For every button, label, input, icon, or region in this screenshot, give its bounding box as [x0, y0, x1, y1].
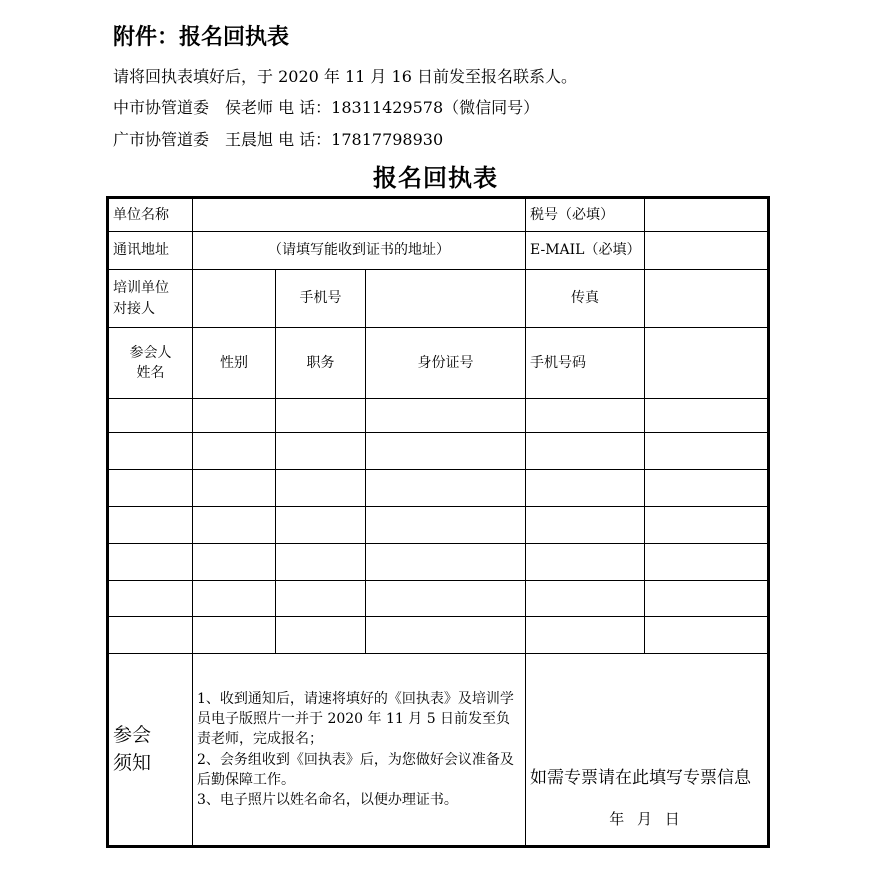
- attendee-name-cell[interactable]: [108, 433, 193, 470]
- attendee-row: [108, 399, 769, 433]
- mobile-field[interactable]: [366, 270, 526, 328]
- invoice-instruction: 如需专票请在此填写专票信息: [530, 767, 751, 788]
- date-line: 年 月 日: [609, 810, 684, 829]
- attendee-header-blank: [645, 328, 769, 399]
- attendee-gender-cell[interactable]: [193, 581, 276, 617]
- notice-heading-line-2: 须知: [113, 751, 152, 774]
- row-contact: [108, 270, 769, 328]
- attendee-name-cell[interactable]: [108, 617, 193, 654]
- contact-name-field[interactable]: [193, 270, 276, 328]
- attendee-name-cell[interactable]: [108, 399, 193, 433]
- attendee-id-cell[interactable]: [366, 544, 526, 581]
- attendee-gender-cell[interactable]: [193, 433, 276, 470]
- intro-deadline-line: 请将回执表填好后，于 2020 年 11 月 16 日前发至报名联系人。: [113, 67, 577, 86]
- attendee-id-cell[interactable]: [366, 581, 526, 617]
- page-heading: 附件：报名回执表: [113, 25, 290, 50]
- invoice-info-field[interactable]: [526, 654, 769, 847]
- position-label: 职务: [276, 328, 366, 399]
- mobile-label: 手机号: [276, 270, 366, 328]
- address-hint: （请填写能收到证书的地址）: [268, 242, 450, 259]
- attendee-mobile-cell[interactable]: [526, 399, 645, 433]
- row-unit-name: [108, 198, 769, 232]
- attendee-label-line-2: 姓名: [136, 365, 165, 381]
- attendee-gender-cell[interactable]: [193, 544, 276, 581]
- attendee-gender-cell[interactable]: [193, 470, 276, 507]
- address-field[interactable]: [193, 232, 526, 270]
- attendee-name-cell[interactable]: [108, 581, 193, 617]
- attendee-position-cell[interactable]: [276, 507, 366, 544]
- tax-id-label: 税号（必填）: [526, 198, 645, 232]
- contact-label: [108, 270, 193, 328]
- attendee-row: [108, 470, 769, 507]
- attendee-mobile-cell[interactable]: [526, 433, 645, 470]
- gender-label: 性别: [193, 328, 276, 399]
- attendee-mobile-cell[interactable]: [526, 507, 645, 544]
- attendee-extra-cell[interactable]: [645, 470, 769, 507]
- attendee-row: [108, 544, 769, 581]
- unit-name-field[interactable]: [193, 198, 526, 232]
- notice-item-2: 2、会务组收到《回执表》后，为您做好会议准备及后勤保障工作。: [197, 751, 514, 788]
- attendee-row: [108, 581, 769, 617]
- registration-form-table: [106, 196, 770, 848]
- attendee-row: [108, 507, 769, 544]
- attendee-extra-cell[interactable]: [645, 399, 769, 433]
- attendee-position-cell[interactable]: [276, 399, 366, 433]
- attendee-extra-cell[interactable]: [645, 617, 769, 654]
- row-notice: [108, 654, 769, 847]
- attendee-name-label: [108, 328, 193, 399]
- attendee-position-cell[interactable]: [276, 617, 366, 654]
- attendee-position-cell[interactable]: [276, 433, 366, 470]
- attendee-id-cell[interactable]: [366, 507, 526, 544]
- attendee-extra-cell[interactable]: [645, 507, 769, 544]
- attendee-name-cell[interactable]: [108, 544, 193, 581]
- attendee-mobile-cell[interactable]: [526, 581, 645, 617]
- attendee-id-cell[interactable]: [366, 617, 526, 654]
- contact-label-line-2: 对接人: [113, 300, 155, 317]
- intro-contact-2: 广市协管道委 王晨旭 电 话：17817798930: [113, 130, 444, 149]
- attendee-gender-cell[interactable]: [193, 617, 276, 654]
- attendee-position-cell[interactable]: [276, 544, 366, 581]
- attendee-mobile-cell[interactable]: [526, 470, 645, 507]
- fax-label: 传真: [526, 270, 645, 328]
- tax-id-field[interactable]: [645, 198, 769, 232]
- form-title: 报名回执表: [373, 163, 498, 192]
- unit-name-label: 单位名称: [108, 198, 193, 232]
- row-address: [108, 232, 769, 270]
- row-attendee-header: [108, 328, 769, 399]
- attendee-id-cell[interactable]: [366, 470, 526, 507]
- attendee-id-cell[interactable]: [366, 433, 526, 470]
- attendee-mobile-label: 手机号码: [526, 328, 645, 399]
- id-number-label: 身份证号: [366, 328, 526, 399]
- notice-item-3: 3、电子照片以姓名命名，以便办理证书。: [197, 792, 458, 809]
- attendee-mobile-cell[interactable]: [526, 544, 645, 581]
- attendee-row: [108, 433, 769, 470]
- attendee-position-cell[interactable]: [276, 470, 366, 507]
- notice-body: [193, 654, 526, 847]
- attendee-extra-cell[interactable]: [645, 544, 769, 581]
- intro-contact-1: 中市协管道委 侯老师 电 话：18311429578（微信同号）: [113, 98, 540, 117]
- notice-heading: [108, 654, 193, 847]
- attendee-gender-cell[interactable]: [193, 399, 276, 433]
- attendee-position-cell[interactable]: [276, 581, 366, 617]
- attendee-id-cell[interactable]: [366, 399, 526, 433]
- attendee-row: [108, 617, 769, 654]
- attendee-gender-cell[interactable]: [193, 507, 276, 544]
- attendee-name-cell[interactable]: [108, 470, 193, 507]
- attendee-extra-cell[interactable]: [645, 581, 769, 617]
- address-label: 通讯地址: [108, 232, 193, 270]
- attendee-extra-cell[interactable]: [645, 433, 769, 470]
- fax-field[interactable]: [645, 270, 769, 328]
- attendee-mobile-cell[interactable]: [526, 617, 645, 654]
- notice-heading-line-1: 参会: [113, 723, 152, 746]
- email-label: E-MAIL（必填）: [526, 232, 645, 270]
- attendee-name-cell[interactable]: [108, 507, 193, 544]
- email-field[interactable]: [645, 232, 769, 270]
- attendee-label-line-1: 参会人: [129, 344, 172, 361]
- contact-label-line-1: 培训单位: [113, 280, 169, 297]
- notice-item-1: 1、收到通知后，请速将填好的《回执表》及培训学员电子版照片一并于 2020 年 11 月 5 日前发至负责老师，完成报名；: [197, 690, 514, 748]
